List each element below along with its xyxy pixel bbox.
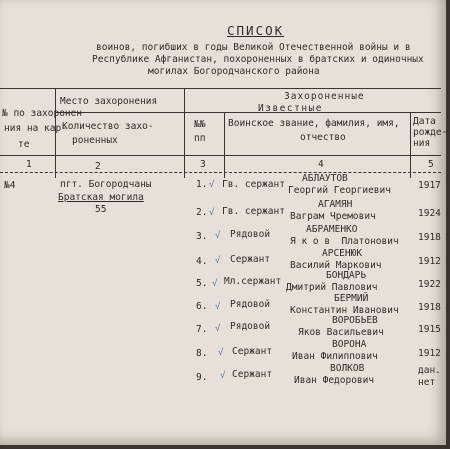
header-rank-name-1: Воинское звание, фамилия, имя, [228,118,400,129]
row-number: 9. [196,372,208,383]
check-mark-icon: √ [209,180,215,190]
row-given-names: Я к о в Платонович [290,236,399,247]
row-given-names: Иван Филиппович [292,351,378,362]
row-number: 4. [196,256,208,267]
check-mark-icon: √ [215,324,221,334]
header-map-number-3: те [18,139,30,150]
row-given-names: Иван Федорович [294,375,375,386]
column-number-2: 2 [95,161,101,172]
row-rank: Сержант [232,346,273,357]
row-birth-year: 1915 [418,324,441,335]
row-given-names: Дмитрий Павлович [286,282,378,293]
row-birth-year: 1922 [418,279,441,290]
column-number-5: 5 [428,159,434,170]
row-number: 1. [196,179,208,190]
header-row-number-2: пп [194,133,206,144]
row-given-names: Яков Васильевич [298,327,384,338]
header-date-3: ния [413,138,431,149]
check-mark-icon: √ [215,231,221,241]
row-rank: Гв. сержант [222,206,285,217]
header-date-2: рожде- [413,127,448,138]
row-birth-year: 1912 [418,256,441,267]
row-birth-year-line-1: дан. [418,365,441,376]
row-rank: Сержант [232,369,273,380]
column-number-3: 3 [200,159,206,170]
row-rank: Рядовой [230,229,271,240]
row-rank: Гв. сержант [222,179,285,190]
header-map-number-2: ния на кар- [4,123,67,134]
row-birth-year: 1917 [418,180,441,191]
document-title: СПИСОК [227,23,285,38]
row-birth-year: 1918 [418,232,441,243]
col-divider-3 [224,112,225,178]
row-number: 2. [196,207,208,218]
check-mark-icon: √ [218,348,224,358]
check-mark-icon: √ [215,256,221,266]
row-number: 7. [196,324,208,335]
header-buried-count-2: роненных [72,135,118,146]
group-place-line-2: Братская могила [58,192,144,203]
row-surname: БЕРМИЙ [334,293,369,304]
header-buried-count-1: Количество захо- [62,121,154,132]
row-birth-year-line-2: нет [418,377,436,388]
row-surname: АБРАМЕНКО [306,224,358,235]
row-number: 3. [196,231,208,242]
header-map-number-1: № по захоронен [2,108,83,119]
row-surname: АГАМЯН [318,199,353,210]
header-known: Известные [258,103,323,114]
column-number-1: 1 [26,159,32,170]
row-rank: Рядовой [230,299,271,310]
group-map-number: №4 [4,180,16,191]
subtitle-line-3: могилах Богородчанского района [148,66,320,77]
row-surname: ВОРОНА [332,339,367,350]
row-surname: БОНДАРЬ [326,270,367,281]
col-divider-2 [184,88,185,178]
check-mark-icon: √ [209,208,215,218]
header-date-1: Дата [413,116,436,127]
row-birth-year: 1924 [418,208,441,219]
row-surname: ВОЛКОВ [330,363,365,374]
header-burial-place: Место захоронения [60,96,158,107]
row-birth-year: 1918 [418,302,441,313]
column-number-4: 4 [318,159,324,170]
row-rank: Рядовой [230,321,271,332]
group-place-line-1: пгт. Богородчаны [60,179,152,190]
subtitle-line-1: воинов, погибших в годы Великой Отечественной войны и в [96,42,411,53]
row-surname: ВОРОБЬЕВ [332,315,378,326]
row-surname: АРСЕНЮК [322,248,363,259]
header-rank-name-2: отчество [300,132,346,143]
column-number-rule [0,172,441,173]
row-given-names: Василий Маркович [290,260,382,271]
row-surname: АБЛАУТОВ [302,173,348,184]
row-birth-year: 1912 [418,348,441,359]
header-top-rule [0,88,441,89]
header-buried: Захороненные [284,91,365,102]
row-number: 8. [196,348,208,359]
row-number: 6. [196,301,208,312]
col-divider-4 [410,112,411,178]
check-mark-icon: √ [215,302,221,312]
row-given-names: Константин Иванович [290,305,399,316]
row-rank: Сержант [230,254,271,265]
check-mark-icon: √ [220,371,226,381]
row-rank: Мл.сержант [224,276,282,287]
row-number: 5. [196,278,208,289]
header-row-number-1: №№ [194,119,206,130]
header-mid-rule [55,112,441,113]
row-given-names: Ваграм Чремович [290,211,376,222]
subtitle-line-2: Республике Афганистан, похороненных в братских и одиночных [92,54,424,65]
group-buried-count: 55 [95,204,107,215]
header-bottom-rule [0,155,441,156]
check-mark-icon: √ [212,279,218,289]
row-given-names: Георгий Георгиевич [288,185,391,196]
